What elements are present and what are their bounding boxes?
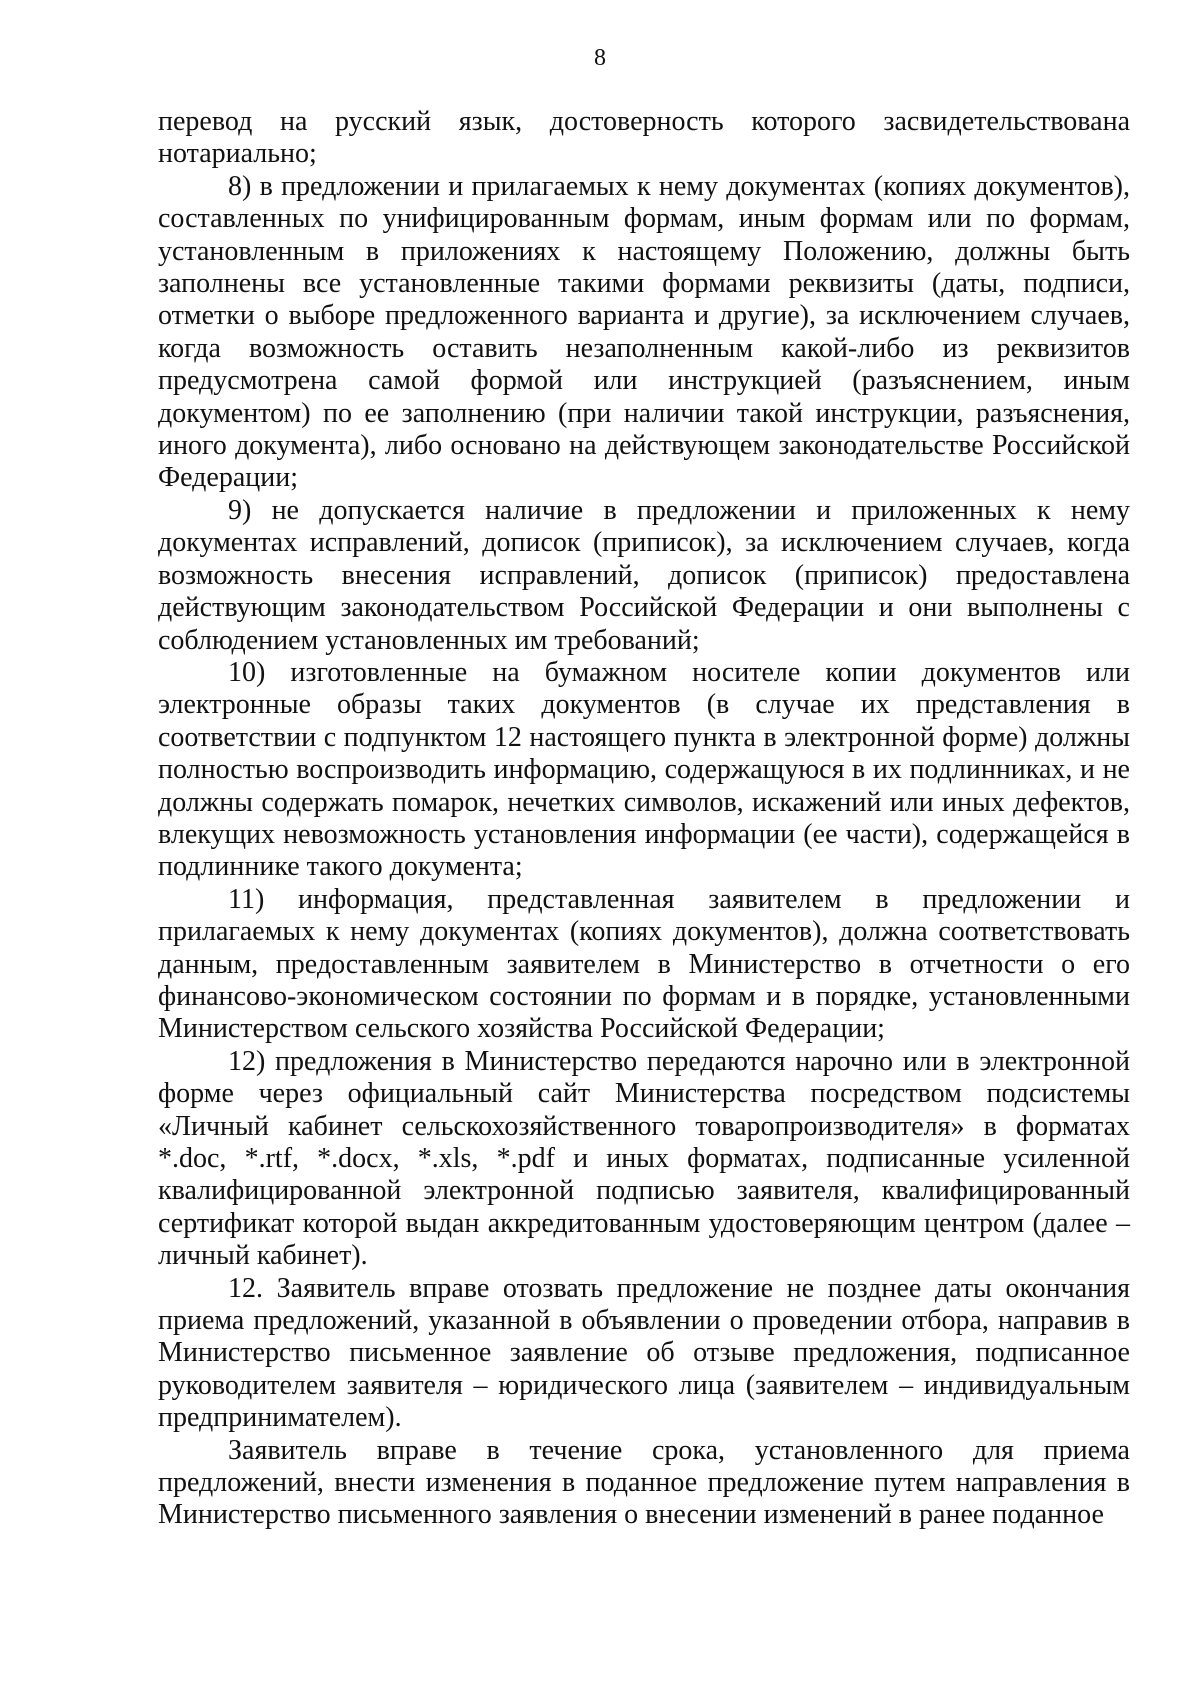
page-number: 8 xyxy=(594,45,606,71)
paragraph-item-11: 11) информация, представленная заявителем в предложении и прилагаемых к нему документах (копиях документов), должна соответствовать данным, предоставленным заявителем в Министерство в отчетности о его финансово-экономическом состоянии по формам и в порядке, установленными Министерством сельского хозяйства Российской Федерации; xyxy=(158,883,1130,1045)
paragraph-item-8: 8) в предложении и прилагаемых к нему документах (копиях документов), составленных по унифицированным формам, иным формам или по формам, установленным в приложениях к настоящему Положению, должны быть заполнены все установленные такими формами реквизиты (даты, подписи, отметки о выборе предложенного варианта и другие), за исключением случаев, когда возможность оставить незаполненным какой-либо из реквизитов предусмотрена самой формой или инструкцией (разъяснением, иным документом) по ее заполнению (при наличии такой инструкции, разъяснения, иного документа), либо основано на действующем законодательстве Российской Федерации; xyxy=(158,170,1130,494)
document-body xyxy=(158,106,1130,1532)
paragraph-item-12: 12) предложения в Министерство передаются нарочно или в электронной форме через официальный сайт Министерства посредством подсистемы «Личный кабинет сельскохозяйственного товаропроизводителя» в форматах *.doc, *.rtf, *.docx, *.xls, *.pdf и иных форматах, подписанные усиленной квалифицированной электронной подписью заявителя, квалифицированный сертификат которой выдан аккредитованным удостоверяющим центром (далее – личный кабинет). xyxy=(158,1045,1130,1272)
paragraph-amendments: Заявитель вправе в течение срока, установленного для приема предложений, внести изменения в поданное предложение путем направления в Министерство письменного заявления о внесении изменений в ранее поданное xyxy=(158,1434,1130,1531)
paragraph-item-9: 9) не допускается наличие в предложении и приложенных к нему документах исправлений, дописок (приписок), за исключением случаев, когда возможность внесения исправлений, дописок (приписок) предоставлена действующим законодательством Российской Федерации и они выполнены с соблюдением установленных им требований; xyxy=(158,494,1130,656)
paragraph-continuation: перевод на русский язык, достоверность которого засвидетельствована нотариально; xyxy=(158,106,1130,170)
paragraph-item-10: 10) изготовленные на бумажном носителе копии документов или электронные образы таких документов (в случае их представления в соответствии с подпунктом 12 настоящего пункта в электронной форме) должны полностью воспроизводить информацию, содержащуюся в их подлинниках, и не должны содержать помарок, нечетких символов, искажений или иных дефектов, влекущих невозможность установления информации (ее части), содержащейся в подлиннике такого документа; xyxy=(158,656,1130,883)
paragraph-section-12: 12. Заявитель вправе отозвать предложение не позднее даты окончания приема предложений, указанной в объявлении о проведении отбора, направив в Министерство письменное заявление об отзыве предложения, подписанное руководителем заявителя – юридического лица (заявителем – индивидуальным предпринимателем). xyxy=(158,1272,1130,1434)
